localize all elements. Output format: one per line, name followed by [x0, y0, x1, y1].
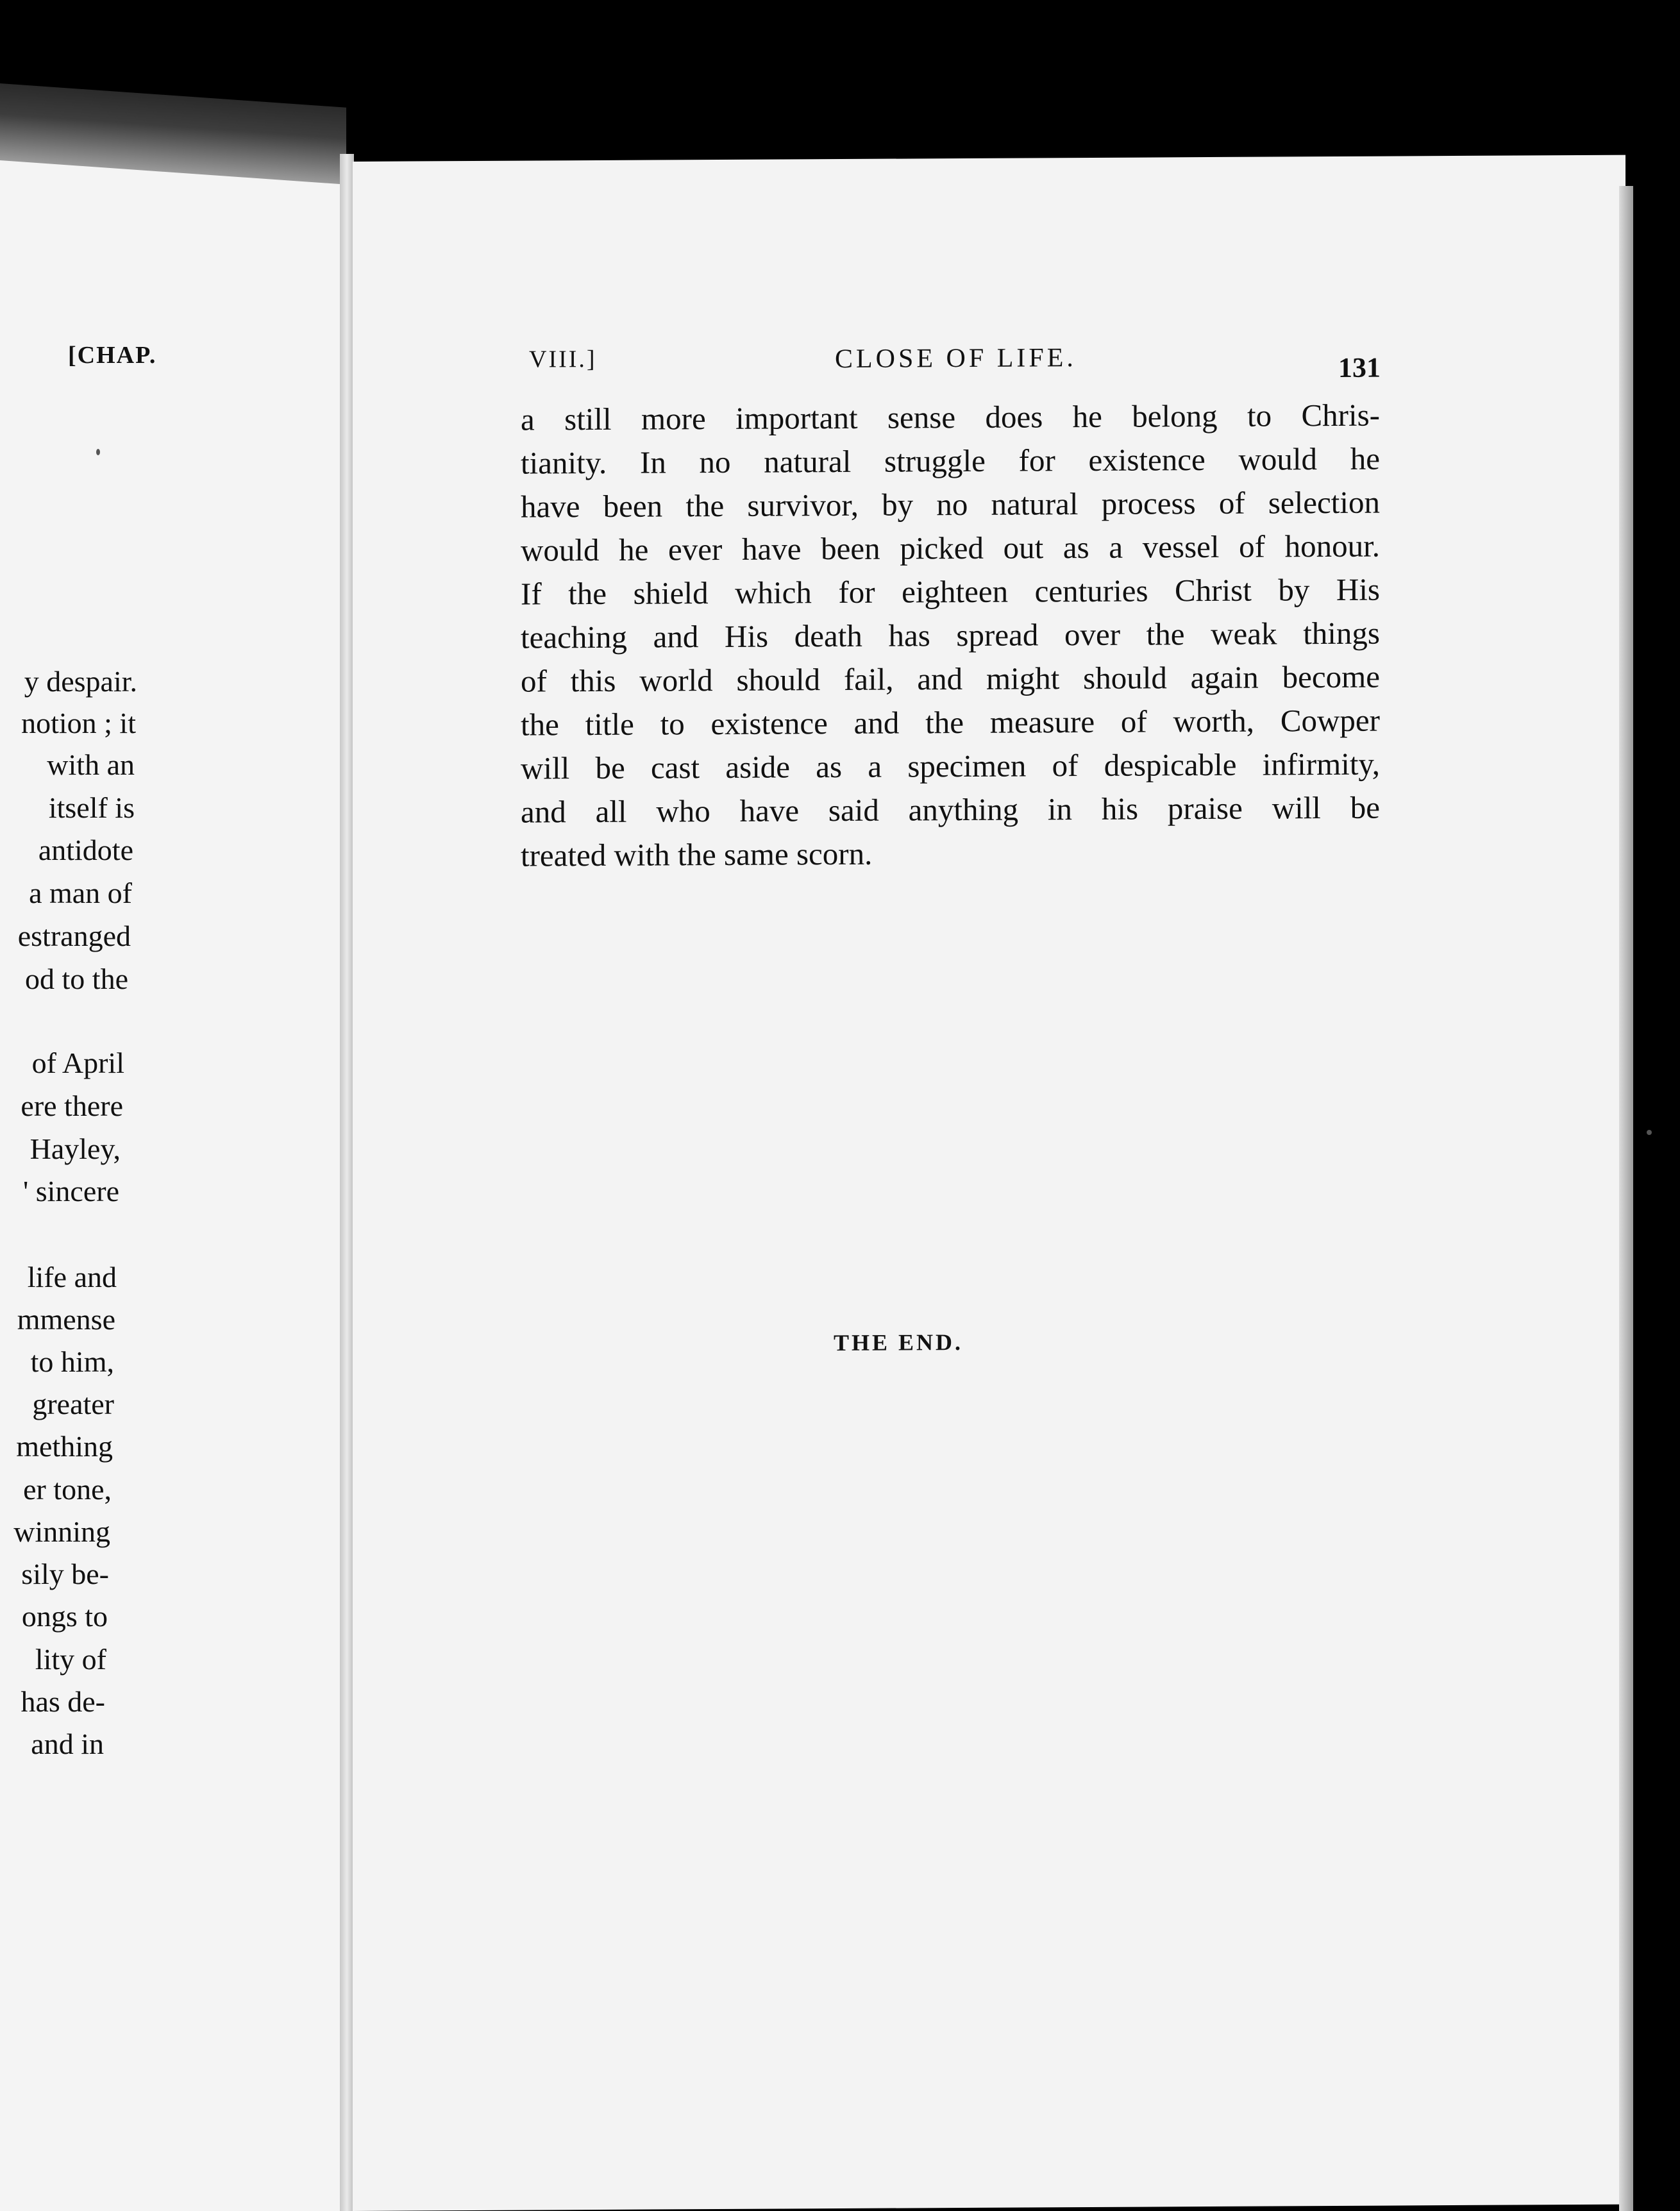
left-facing-page	[0, 136, 346, 2211]
left-fragment-line: er tone,	[23, 1473, 112, 1506]
left-fragment-line: ongs to	[21, 1600, 108, 1633]
left-fragment-line: antidote	[38, 834, 133, 866]
left-fragment-line: estranged	[17, 920, 131, 952]
left-fragment-line: a man of	[29, 877, 132, 909]
left-fragment-line: of April	[31, 1047, 124, 1079]
book-gutter	[340, 154, 354, 2211]
left-fragment-line: itself is	[48, 791, 135, 824]
left-fragment-line: lity of	[35, 1643, 106, 1676]
body-line: of this world should fail, and might should again become	[521, 659, 1380, 699]
left-fragment-line: with an	[47, 748, 135, 781]
body-line: the title to existence and the measure of worth, Cowper	[521, 702, 1380, 743]
left-fragment-line: mething	[16, 1430, 113, 1463]
scan-dust-speck	[1647, 1130, 1652, 1135]
page-number: 131	[1338, 351, 1381, 383]
body-line: tianity. In no natural struggle for existence would he	[521, 441, 1380, 481]
body-line: and all who have said anything in his praise will be	[521, 789, 1380, 830]
body-paragraph	[521, 394, 1380, 878]
running-head-title: CLOSE OF LIFE.	[835, 343, 1077, 374]
left-fragment-line: greater	[32, 1388, 114, 1420]
the-end-closing: THE END.	[834, 1329, 964, 1356]
left-fragment-line: y despair.	[24, 665, 137, 698]
body-line: treated with the same scorn.	[521, 836, 873, 873]
right-page	[353, 155, 1625, 2211]
left-fragment-line: ere there	[21, 1089, 123, 1122]
body-line: have been the survivor, by no natural process of selection	[521, 484, 1380, 525]
running-head-chapter: VIII.]	[529, 346, 597, 373]
left-fragment-line: od to the	[25, 963, 128, 995]
body-line: teaching and His death has spread over the weak things	[521, 615, 1380, 655]
left-fragment-line: ' sincere	[22, 1175, 119, 1207]
running-head	[353, 340, 1625, 385]
left-fragment-line: life and	[27, 1261, 117, 1293]
left-fragment-line: has de-	[21, 1685, 105, 1718]
left-fragment-line: and in	[31, 1728, 104, 1760]
body-line: would he ever have been picked out as a vessel of honour.	[521, 528, 1380, 568]
body-line: If the shield which for eighteen centuries Christ by His	[521, 571, 1380, 612]
right-page-edge	[1619, 186, 1633, 2211]
left-fragment-line: notion ; it	[21, 707, 136, 739]
body-line: a still more important sense does he belong to Chris-	[521, 397, 1380, 437]
body-line: will be cast aside as a specimen of despicable infirmity,	[521, 746, 1380, 786]
left-fragment-line: mmense	[17, 1303, 115, 1336]
left-fragment-line: winning	[13, 1515, 110, 1548]
left-fragment-line: Hayley,	[29, 1132, 121, 1165]
left-fragment-line: sily be-	[21, 1558, 109, 1590]
scan-dust-speck	[96, 449, 100, 455]
left-fragment-line: to him,	[30, 1345, 114, 1378]
left-page-running-head: [CHAP.	[68, 342, 157, 369]
